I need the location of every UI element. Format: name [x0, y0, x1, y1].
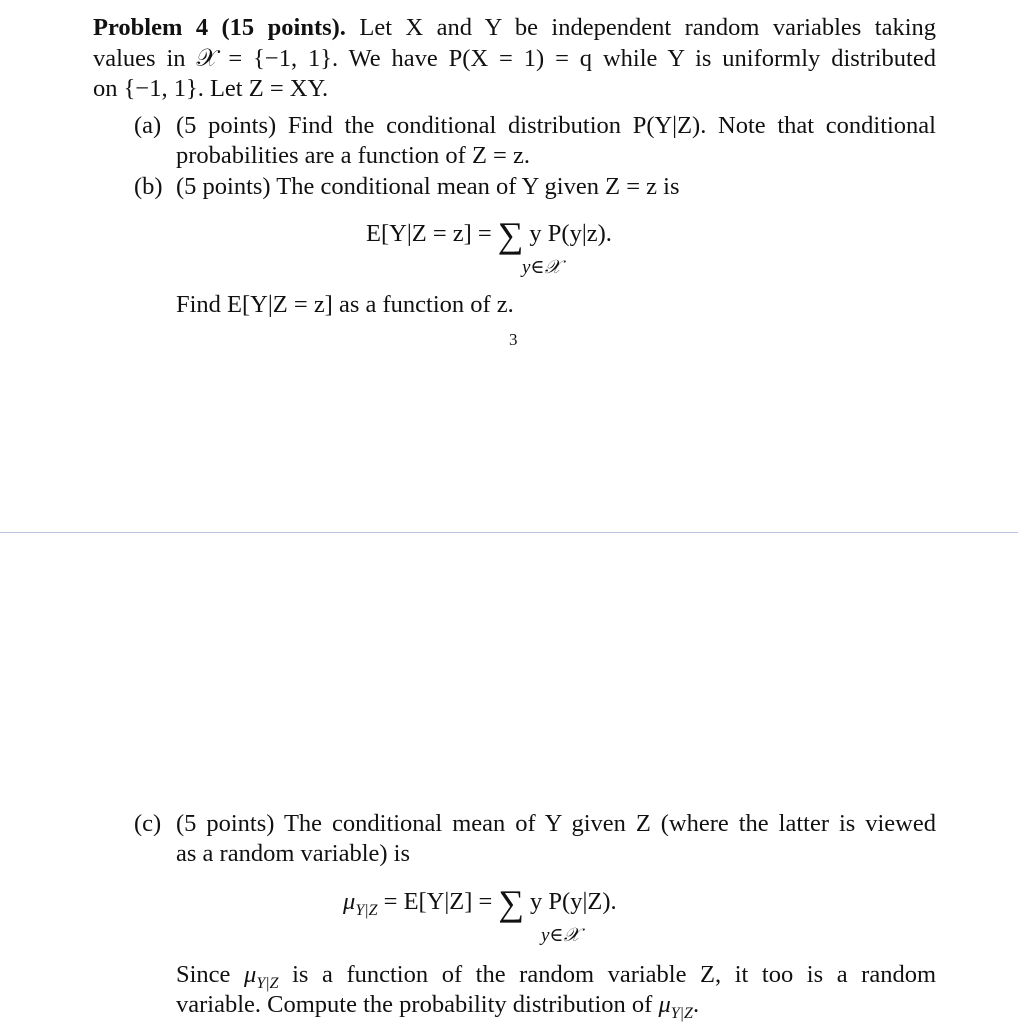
- mu-subscript: Y|Z: [355, 901, 378, 919]
- part-b-label: (b): [134, 173, 163, 200]
- part-b-eq-lhs: E[Y|Z = z] =: [366, 220, 492, 247]
- mu-symbol: μ: [343, 888, 356, 915]
- part-a-line-2: probabilities are a function of Z = z.: [176, 142, 530, 169]
- part-c-after-1-a: Since: [176, 961, 231, 988]
- mu-symbol: μ: [244, 961, 257, 988]
- page-number: 3: [509, 330, 518, 349]
- sum-symbol: ∑: [497, 215, 524, 255]
- part-c-equation: [343, 883, 617, 926]
- period: .: [692, 991, 700, 1018]
- part-c-line-2: as a random variable) is: [176, 840, 411, 867]
- part-c-after-2-a: variable. Compute the probability distribution of: [176, 991, 653, 1018]
- part-c-sum-index: y∈𝒳: [541, 925, 580, 946]
- problem-heading: Problem 4 (15 points).: [93, 14, 346, 41]
- problem-line-2: values in 𝒳 = {−1, 1}. We have P(X = 1) = q while Y is uniformly distributed: [93, 45, 936, 72]
- mu-symbol: μ: [658, 991, 671, 1018]
- problem-intro: Let X and Y be independent random variables taking: [359, 14, 937, 41]
- sum-symbol: ∑: [498, 883, 525, 923]
- part-c-label: (c): [134, 810, 162, 837]
- problem-line-3: on {−1, 1}. Let Z = XY.: [93, 75, 329, 102]
- part-c-after-2: [176, 990, 699, 1024]
- part-b-sum-index: y∈𝒳: [522, 257, 561, 278]
- mu-subscript: Y|Z: [256, 974, 279, 992]
- part-a-line-1: (5 points) Find the conditional distribution P(Y|Z). Note that conditional: [176, 112, 936, 139]
- page-divider: [0, 532, 1018, 533]
- part-c-line-1: (5 points) The conditional mean of Y given Z (where the latter is viewed: [176, 810, 936, 837]
- part-b-after: Find E[Y|Z = z] as a function of z.: [176, 291, 514, 318]
- mu-subscript: Y|Z: [670, 1004, 693, 1022]
- part-b-eq-rhs: y P(y|z).: [529, 220, 612, 247]
- part-a-label: (a): [134, 112, 162, 139]
- part-c-after-1-b: is a function of the random variable Z, it too is a random: [292, 961, 936, 988]
- part-c-eq-lhs: = E[Y|Z] =: [383, 888, 493, 915]
- part-b-equation: [366, 215, 612, 255]
- part-b-line-1: (5 points) The conditional mean of Y given Z = z is: [176, 173, 680, 200]
- problem-line-1: [93, 13, 936, 43]
- part-c-eq-rhs: y P(y|Z).: [530, 888, 617, 915]
